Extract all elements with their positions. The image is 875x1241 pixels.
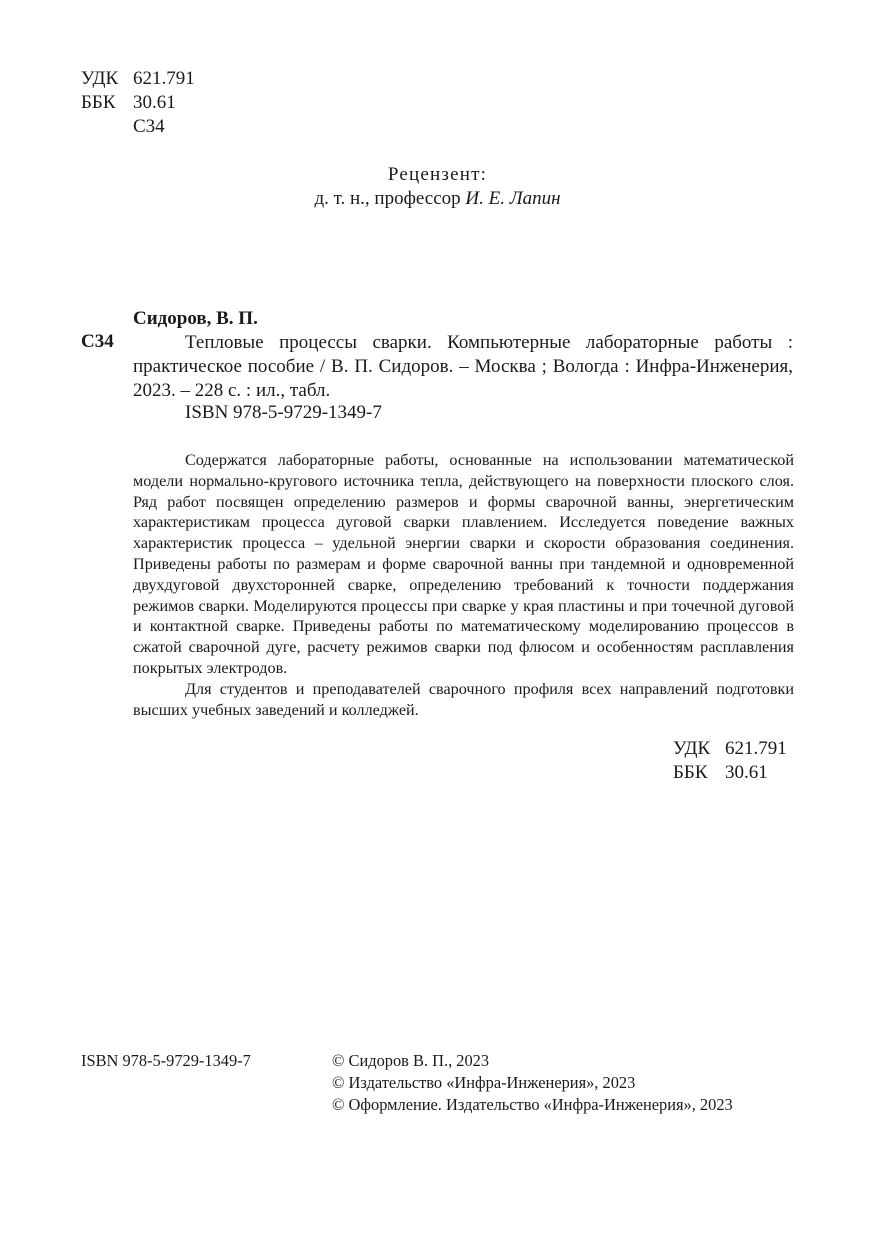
bbk-label: ББК	[673, 762, 708, 783]
udk-label: УДК	[81, 68, 119, 89]
udk-line-top	[81, 67, 195, 91]
author-mark-top: С34	[133, 116, 165, 137]
reviewer-name: И. Е. Лапин	[465, 188, 561, 209]
bbk-value: 30.61	[725, 762, 768, 783]
udk-value: 621.791	[725, 738, 787, 759]
copyright-line: © Оформление. Издательство «Инфра-Инженерия», 2023	[332, 1095, 733, 1114]
reviewer-credentials: д. т. н., профессор	[314, 188, 461, 209]
reviewer-line	[0, 188, 875, 210]
reviewer-title: Рецензент:	[387, 164, 488, 185]
copyright-line: © Сидоров В. П., 2023	[332, 1051, 490, 1070]
bib-isbn: ISBN 978-5-9729-1349-7	[185, 402, 382, 423]
udk-line-bottom	[673, 738, 787, 760]
annotation	[133, 450, 794, 720]
bib-author-mark: С34	[81, 331, 114, 352]
udk-label: УДК	[673, 738, 711, 759]
bbk-label: ББК	[81, 92, 116, 113]
bib-author: Сидоров, В. П.	[133, 308, 258, 329]
udk-value: 621.791	[133, 68, 195, 89]
footer-isbn: ISBN 978-5-9729-1349-7	[81, 1051, 251, 1070]
annotation-paragraph: Для студентов и преподавателей сварочного профиля всех направлений подготовки высших учебных заведений и колледжей.	[133, 679, 794, 719]
bbk-value: 30.61	[133, 92, 176, 113]
bbk-line-top	[81, 91, 176, 115]
annotation-paragraph: Содержатся лабораторные работы, основанные на использовании математической модели нормально-кругового источника тепла, действующего на поверхности плоского слоя. Ряд работ посвящен определению размеров и формы сварочной ванны, энергетическим характеристикам процесса дуговой сварки плавлением. Исследуется поведение важных характеристик процесса – удельной энергии сварки и скорости образования соединения. Приведены работы по размерам и форме сварочной ванны при тандемной и одновременной двухдуговой двухсторонней сварке, определению требований к точности поддержания режимов сварки. Моделируются процессы при сварке у края пластины и при точечной дуговой и контактной сварке. Приведены работы по математическому моделированию процессов в сжатой сварочной дуге, расчету режимов сварки под флюсом и особенностям расплавления покрытых электродов.	[133, 451, 794, 677]
copyright-line: © Издательство «Инфра-Инженерия», 2023	[332, 1073, 636, 1092]
bbk-line-bottom	[673, 762, 768, 784]
bib-description: Тепловые процессы сварки. Компьютерные лабораторные работы : практическое пособие / В. П. Сидоров. – Москва ; Вологда : Инфра-Инженерия, 2023. – 228 с. : ил., табл.	[133, 332, 793, 401]
